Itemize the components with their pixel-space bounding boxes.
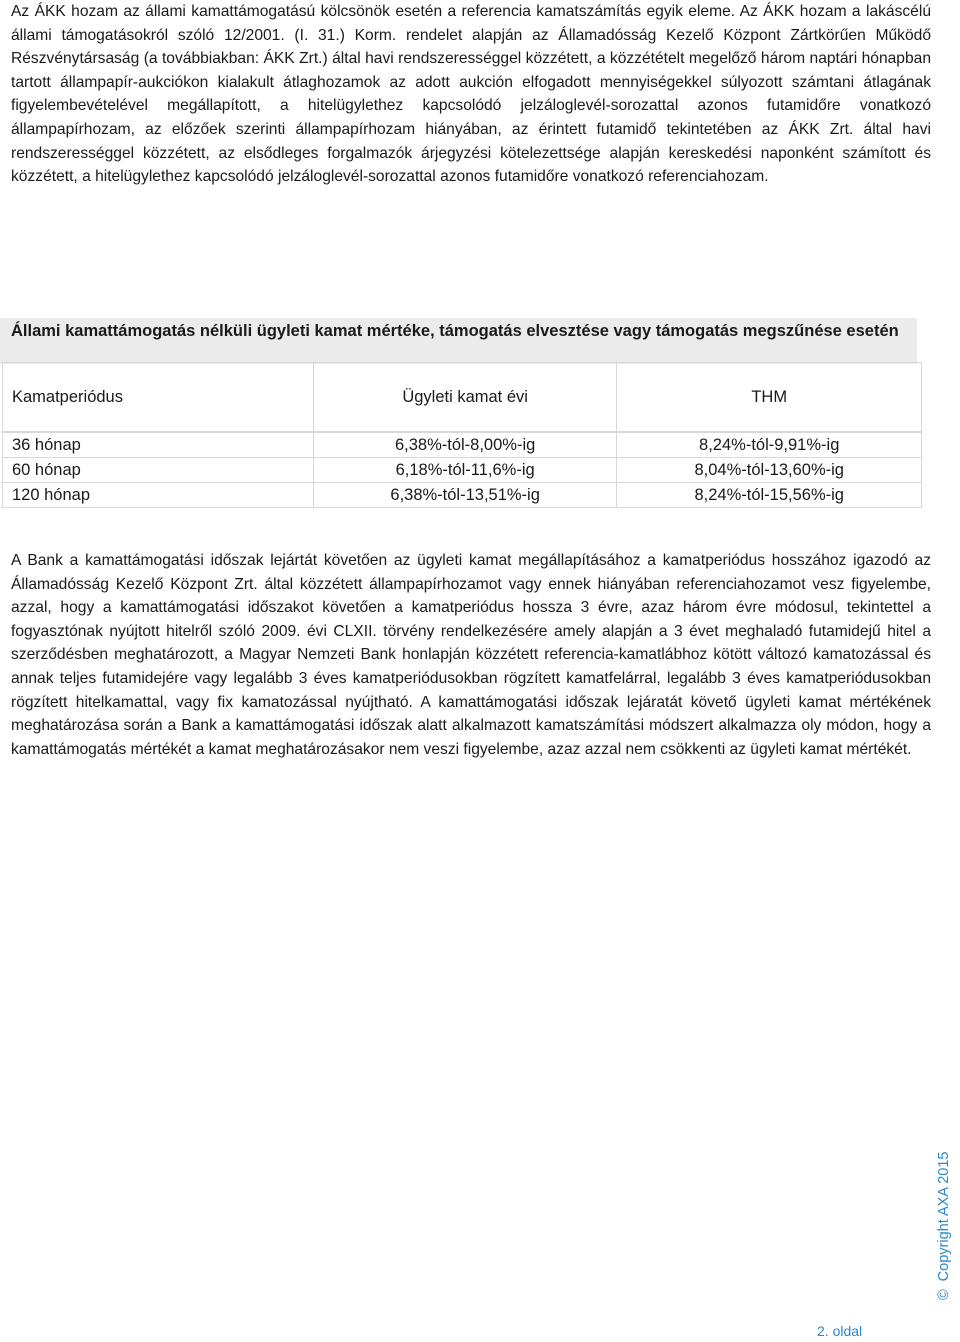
rate-table-title: Állami kamattámogatás nélküli ügyleti kamat mértéke, támogatás elvesztése vagy támogatás megszűnése esetén xyxy=(0,318,917,364)
table-row xyxy=(3,432,922,458)
interest-cell: 6,18%-tól-11,6%-ig xyxy=(313,458,617,483)
period-cell: 120 hónap xyxy=(3,483,314,508)
page-number: 2. oldal xyxy=(817,1323,863,1339)
thm-cell: 8,04%-tól-13,60%-ig xyxy=(617,458,922,483)
header-thm: THM xyxy=(617,363,922,433)
table-row xyxy=(3,458,922,483)
after-table-paragraph: A Bank a kamattámogatási időszak lejártát követően az ügyleti kamat megállapításához a kamatperiódus hosszához igazodó az Államadósság Kezelő Központ Zrt. által közzétett állampapírhozamot vagy ennek hiányában referenciahozamot vesz figyelembe, azzal, hogy a kamattámogatási időszakot követően a kamatperiódus hossza 3 évre, azaz három évre módosul, tekintettel a fogyasztónak nyújtott hitelről szóló 2009. évi CLXII. törvény rendelkezésére amely alapján a 3 évet meghaladó futamidejű hitel a szerződésben meghatározott, a Magyar Nemzeti Bank honlapján közzétett referencia-kamatlábhoz kötött változó kamatozással és annak teljes futamidejére vagy legalább 3 éves kamatperiódusokban rögzített kamatfelárral, legalább 3 éves kamatperiódusokban rögzített hitelkamattal, vagy fix kamatozással nyújtható. A kamattámogatási időszak lejáratát követő ügyleti kamat mértékének meghatározása során a Bank a kamattámogatási időszak alatt alkalmazott kamatszámítási módszert alkalmazza oly módon, hogy a kamattámogatás mértékét a kamat meghatározásakor nem veszi figyelembe, azaz azzal nem csökkenti az ügyleti kamat mértékét. xyxy=(11,552,931,758)
rate-table xyxy=(2,362,922,508)
header-kamatperiodus: Kamatperiódus xyxy=(3,363,314,433)
table-row xyxy=(3,483,922,508)
interest-cell: 6,38%-tól-8,00%-ig xyxy=(313,432,617,458)
copyright-icon: © xyxy=(936,1289,952,1300)
intro-paragraph: Az ÁKK hozam az állami kamattámogatású kölcsönök esetén a referencia kamatszámítás egyik eleme. Az ÁKK hozam a lakáscélú állami támogatásokról szóló 12/2001. (I. 31.) Korm. rendelet alapján az Államadósság Kezelő Központ Zártkörűen Működő Részvénytársaság (a továbbiakban: ÁKK Zrt.) által havi rendszerességgel közzétett, a közzétételt megelőző három naptári hónapban tartott állampapír-aukciókon kialakult átlaghozamok az adott aukción elfogadott mennyiségekkel súlyozott számtani átlagának figyelembevételével megállapított, a hitelügylethez kapcsolódó jelzáloglevél-sorozattal azonos futamidőre vonatkozó állampapírhozam, az előzőek szerinti állampapírhozam hiányában, az érintett futamidő tekintetében az ÁKK Zrt. által havi rendszerességgel közzétett, az elsődleges forgalmazók árjegyzési kötelezettsége alapján kereskedési naponként számított és közzétett, a hitelügylethez kapcsolódó jelzáloglevél-sorozattal azonos futamidőre vonatkozó referenciahozam. xyxy=(11,3,931,186)
period-cell: 36 hónap xyxy=(3,432,314,458)
header-ugyleti-kamat: Ügyleti kamat évi xyxy=(313,363,617,433)
copyright-text: Copyright AXA 2015 xyxy=(936,1151,952,1282)
thm-cell: 8,24%-tól-15,56%-ig xyxy=(617,483,922,508)
thm-cell: 8,24%-tól-9,91%-ig xyxy=(617,432,922,458)
copyright-notice xyxy=(936,1020,952,1300)
rate-table-header-row xyxy=(3,363,922,433)
period-cell: 60 hónap xyxy=(3,458,314,483)
interest-cell: 6,38%-tól-13,51%-ig xyxy=(313,483,617,508)
